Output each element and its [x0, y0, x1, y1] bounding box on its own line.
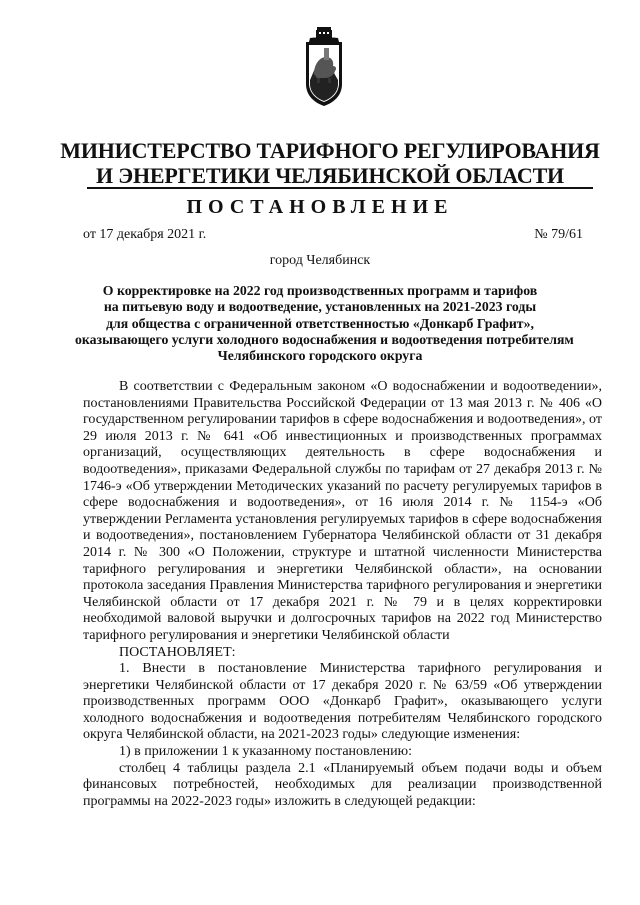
document-number: № 79/61 [534, 227, 583, 242]
document-city: город Челябинск [269, 253, 371, 268]
ministry-name [60, 138, 600, 188]
title-line: О корректировке на 2022 год производственных программ и тарифов [102, 283, 538, 298]
preamble-paragraph: В соответствии с Федеральным законом «О водоснабжении и водоотведении», постановлениями Правительства Российской Федерации от 13 мая 2013 г. № 406 «О государственном регулировании тарифов в сфере водоснабжения и водоотведения», от 29 июля 2013 г. № 641 «Об инвестиционных и производственных программах организаций, осуществляющих деятельность в сфере водоснабжения и водоотведения», приказами Федеральной службы по тарифам от 27 декабря 2013 г. № 1746-э «Об утверждении Методических указаний по расчету регулируемых тарифов в сфере водоснабжения и водоотведения», от 16 июля 2014 г. № 1154-э «Об утверждении Регламента установления регулируемых тарифов в сфере водоснабжения и водоотведения», постановлением Губернатора Челябинской области от 31 декабря 2014 г. № 300 «О Положении, структуре и штатной численности Министерства тарифного регулирования и энергетики Челябинской области», на основании протокола заседания Правления Министерства тарифного регулирования и энергетики Челябинской области от 17 декабря 2021 г. № 79 и в целях корректировки необходимой валовой выручки и долгосрочных тарифов на 2022 год Министерство тарифного регулирования и энергетики Челябинской области [83, 379, 602, 643]
title-line: оказывающего услуги холодного водоснабжения и водоотведения потребителям [75, 331, 574, 347]
document-title [75, 283, 574, 364]
header-divider [87, 187, 593, 189]
coat-of-arms-emblem [299, 26, 349, 108]
document-body [83, 379, 602, 810]
sub-item-1-text: столбец 4 таблицы раздела 2.1 «Планируемый объем подачи воды и объем финансовых потребностей, необходимых для реализации производственной программы на 2022-2023 годы» изложить в следующей редакции: [83, 760, 602, 809]
decree-word: ПОСТАНОВЛЯЕТ: [119, 644, 236, 660]
document-type: ПОСТАНОВЛЕНИЕ [186, 196, 454, 218]
ministry-name-line-1: МИНИСТЕРСТВО ТАРИФНОГО РЕГУЛИРОВАНИЯ [60, 138, 600, 163]
document-date: от 17 декабря 2021 г. [83, 227, 207, 242]
sub-item-1: 1) в приложении 1 к указанному постановлению: [119, 744, 413, 760]
item-1-paragraph: 1. Внести в постановление Министерства тарифного регулирования и энергетики Челябинской области от 17 декабря 2020 г. № 63/59 «Об утверждении производственных программ ООО «Донкарб Графит», оказывающего услуги холодного водоснабжения и водоотведения потребителям Челябинского городского округа Челябинской области, на 2021-2023 годы» следующие изменения: [83, 661, 602, 743]
title-line: на питьевую воду и водоотведение, установленных на 2021-2023 годы [103, 299, 537, 315]
ministry-name-line-2: И ЭНЕРГЕТИКИ ЧЕЛЯБИНСКОЙ ОБЛАСТИ [96, 163, 564, 188]
title-line: Челябинского городского округа [217, 348, 423, 364]
title-line: для общества с ограниченной ответственностью «Донкарб Графит», [106, 315, 534, 331]
